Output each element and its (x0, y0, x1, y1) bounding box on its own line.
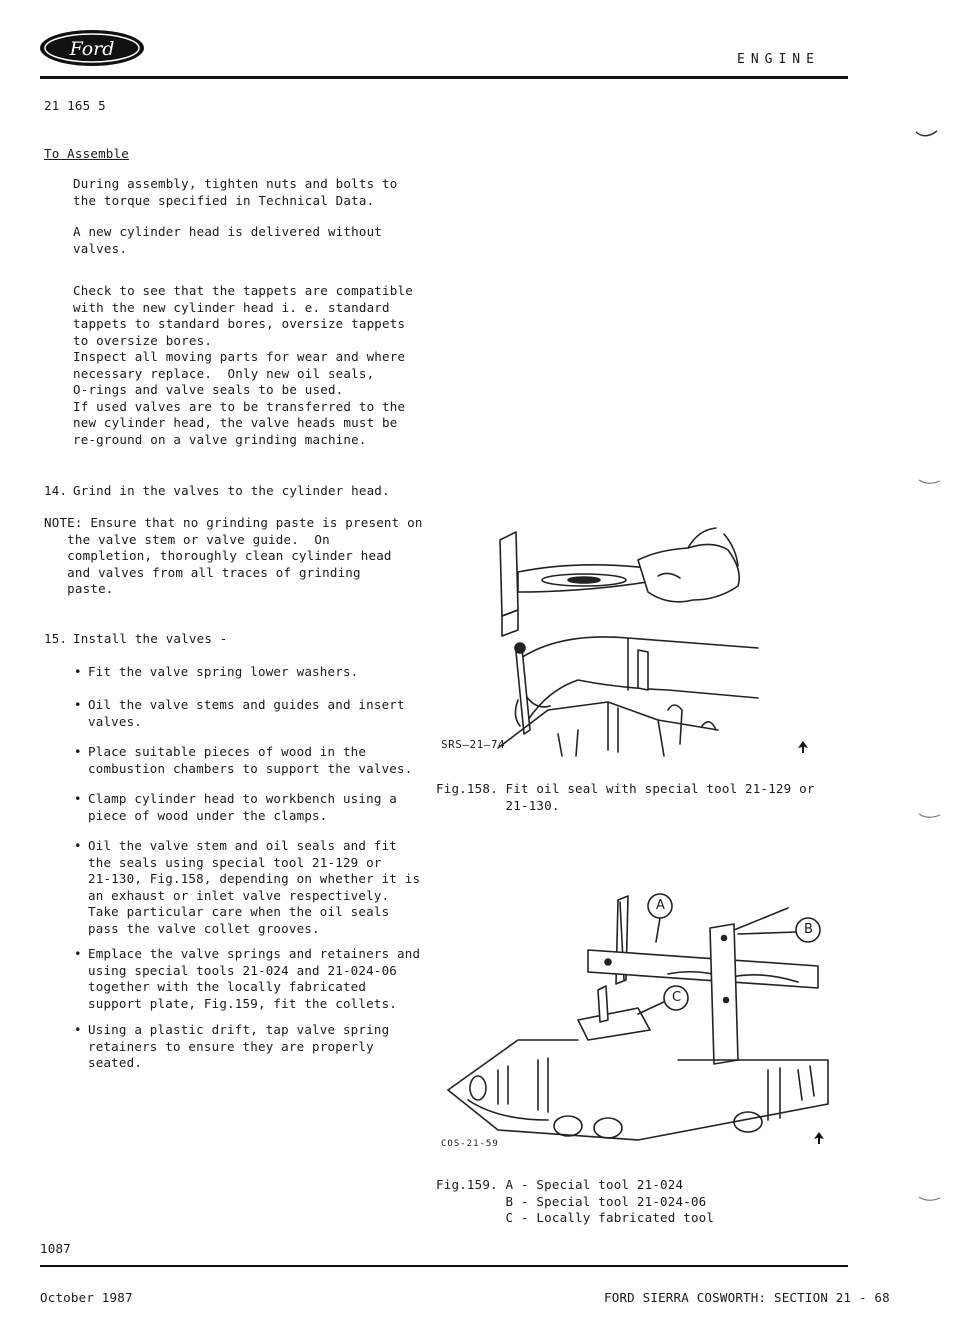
footer-date: October 1987 (40, 1290, 133, 1305)
bullet-icon: • (74, 1022, 82, 1037)
ford-logo-text: Ford (69, 38, 115, 60)
margin-mark (915, 130, 939, 140)
intro-paragraph: Check to see that the tappets are compatible with the new cylinder head i. e. standard tappets to standard bores, oversize tappets to oversize bores. Inspect all moving parts for wear and where necessary replace. Only new oil seals, O-rings and valve seals to be used. If used valves are to be transferred to the new cylinder head, the valve heads must be re-ground on a valve grinding machine. (73, 283, 413, 447)
bullet-icon: • (74, 744, 82, 759)
callout-c-label: C (672, 990, 682, 1005)
bullet-icon: • (74, 791, 82, 806)
bullet-icon: • (74, 946, 82, 961)
step-number: 15. (44, 631, 68, 646)
footer-title: FORD SIERRA COSWORTH: SECTION 21 - 68 (604, 1290, 890, 1305)
bullet-item: Oil the valve stems and guides and insert valves. (88, 697, 405, 729)
step-text: Grind in the valves to the cylinder head. (73, 483, 390, 498)
fig158-caption: Fig.158. Fit oil seal with special tool 21-129 or 21-130. (436, 781, 815, 813)
step-number: 14. (44, 483, 68, 498)
header-rule (40, 76, 848, 79)
north-arrow-icon (812, 1131, 826, 1145)
section-title: ENGINE (737, 52, 820, 67)
fig158-illustration (488, 520, 768, 760)
margin-mark (918, 812, 942, 822)
margin-mark (918, 1195, 942, 1205)
step-text: Install the valves - (73, 631, 228, 646)
north-arrow-icon (796, 740, 810, 754)
bullet-item: Using a plastic drift, tap valve spring retainers to ensure they are properly seated. (88, 1022, 390, 1070)
callout-a-label: A (656, 898, 666, 913)
bullet-item: Place suitable pieces of wood in the combustion chambers to support the valves. (88, 744, 413, 776)
fig159-caption: Fig.159. A - Special tool 21-024 B - Special tool 21-024-06 C - Locally fabricated tool (436, 1177, 715, 1225)
fig158-code: SRS—21—74 (441, 738, 506, 751)
bullet-item: Emplace the valve springs and retainers and using special tools 21-024 and 21-024-06 together with the locally fabricated support plate, Fig.159, fit the collets. (88, 946, 421, 1011)
bullet-icon: • (74, 838, 82, 853)
page-number: 1087 (40, 1241, 71, 1256)
intro-paragraph: A new cylinder head is delivered without valves. (73, 224, 383, 256)
fig159-illustration (438, 890, 836, 1155)
footer-rule (40, 1265, 848, 1267)
section-heading: To Assemble (44, 146, 129, 161)
bullet-icon: • (74, 664, 82, 679)
intro-paragraph: During assembly, tighten nuts and bolts to the torque specified in Technical Data. (73, 176, 398, 208)
document-code: 21 165 5 (44, 98, 106, 113)
fig159-code: COS-21-59 (441, 1139, 499, 1149)
bullet-item: Oil the valve stem and oil seals and fit the seals using special tool 21-129 or 21-130, Fig.158, depending on whether it is an exhaust or inlet valve respectively. Take particular care when the oil seals pass the valve collet grooves. (88, 838, 421, 936)
ford-logo (38, 28, 146, 68)
note-text: NOTE: Ensure that no grinding paste is present on the valve stem or valve guide. On completion, thoroughly clean cylinder head and valves from all traces of grinding paste. (44, 515, 423, 596)
bullet-item: Clamp cylinder head to workbench using a piece of wood under the clamps. (88, 791, 398, 823)
callout-b-label: B (804, 922, 814, 937)
bullet-item: Fit the valve spring lower washers. (88, 664, 359, 679)
bullet-icon: • (74, 697, 82, 712)
margin-mark (918, 478, 942, 488)
